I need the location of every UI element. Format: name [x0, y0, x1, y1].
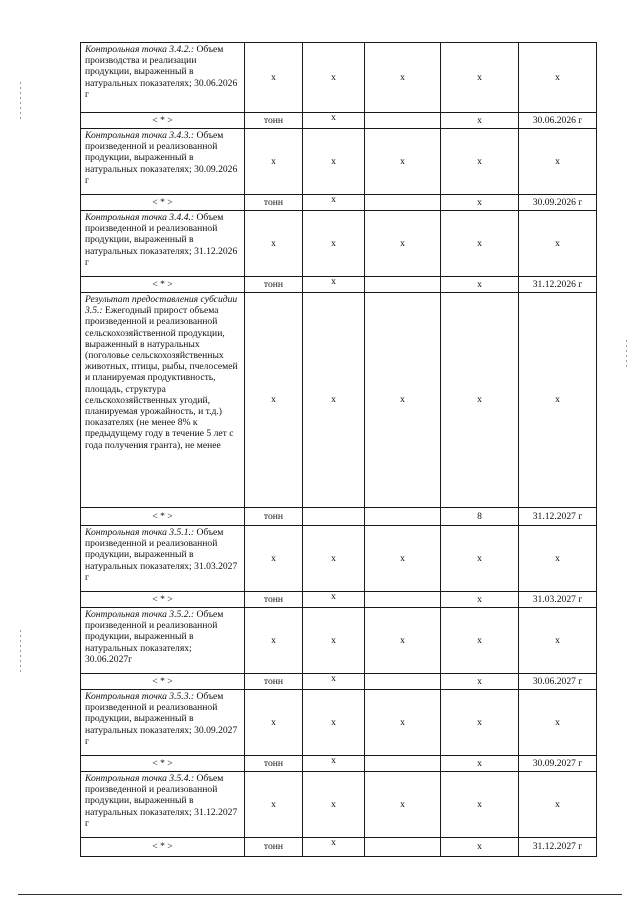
indicator-label: Контрольная точка 3.5.2.: [85, 609, 195, 620]
date-cell: 30.06.2027 г [519, 674, 597, 690]
value-cell: x [303, 838, 365, 857]
indicator-description [81, 293, 245, 508]
indicator-label: Контрольная точка 3.4.2.: [85, 44, 195, 55]
table-row [81, 293, 597, 508]
value-cell [365, 113, 441, 129]
value-cell: x [303, 592, 365, 608]
indicator-label: Контрольная точка 3.5.3.: [85, 691, 195, 702]
date-cell: 30.09.2027 г [519, 756, 597, 772]
scan-artifact-left-top [20, 82, 21, 122]
value-cell [365, 838, 441, 857]
value-cell: x [245, 129, 303, 195]
value-cell [365, 592, 441, 608]
value-cell: x [303, 113, 365, 129]
value-cell: x [303, 129, 365, 195]
unit-cell: тонн [245, 756, 303, 772]
value-cell: x [441, 838, 519, 857]
marker-cell: < * > [81, 195, 245, 211]
value-cell: x [519, 772, 597, 838]
value-cell [365, 674, 441, 690]
value-cell [365, 277, 441, 293]
value-cell [365, 195, 441, 211]
table-subrow [81, 592, 597, 608]
value-cell: x [365, 129, 441, 195]
indicator-text: Объем произведенной и реализованной продукции, выраженный в натуральных показателях; 30.09.2026 г [85, 130, 238, 186]
unit-cell: тонн [245, 113, 303, 129]
page-bottom-rule [18, 894, 622, 895]
unit-cell: тонн [245, 592, 303, 608]
value-cell [365, 508, 441, 526]
value-cell: x [519, 211, 597, 277]
indicator-label: Контрольная точка 3.5.1.: [85, 527, 195, 538]
value-cell: x [303, 43, 365, 113]
value-cell: x [245, 211, 303, 277]
value-cell: x [441, 195, 519, 211]
value-cell: x [303, 608, 365, 674]
marker-cell: < * > [81, 756, 245, 772]
marker-cell: < * > [81, 592, 245, 608]
value-cell: x [303, 756, 365, 772]
date-cell: 31.12.2027 г [519, 508, 597, 526]
unit-cell: тонн [245, 195, 303, 211]
value-cell: x [519, 43, 597, 113]
indicator-label: Контрольная точка 3.4.4.: [85, 212, 195, 223]
table-subrow [81, 113, 597, 129]
unit-cell: тонн [245, 508, 303, 526]
indicator-label: Контрольная точка 3.5.4.: [85, 773, 195, 784]
marker-cell: < * > [81, 674, 245, 690]
value-cell: x [441, 608, 519, 674]
scan-artifact-right [626, 340, 627, 370]
indicator-description [81, 526, 245, 592]
indicator-text: Объем произведенной и реализованной продукции, выраженный в натуральных показателях; 30.09.2027 г [85, 691, 238, 747]
value-cell: x [519, 608, 597, 674]
value-cell: x [365, 772, 441, 838]
value-cell: x [245, 772, 303, 838]
value-cell: x [303, 526, 365, 592]
value-cell: x [441, 592, 519, 608]
value-cell [365, 756, 441, 772]
indicator-text: Объем произведенной и реализованной продукции, выраженный в натуральных показателях; 31.12.2026 г [85, 212, 238, 268]
value-cell: x [303, 195, 365, 211]
table-row [81, 43, 597, 113]
indicator-label: Контрольная точка 3.4.3.: [85, 130, 195, 141]
indicator-text: Ежегодный прирост объема произведенной и реализованной сельскохозяйственной продукции, выраженный в натуральных (поголовье сельскохозяйственных животных, птицы, рыбы, пчелосемей и планируемая продуктивность, площадь, структура сельскохозяйственных угодий, планируемая урожайность, и т.д.) показателях (не менее 8% к предыдущему году в течение 5 лет с года получения гранта), не менее [85, 305, 238, 451]
value-cell: x [441, 43, 519, 113]
unit-cell: тонн [245, 838, 303, 857]
indicator-description [81, 608, 245, 674]
table-row [81, 690, 597, 756]
value-cell: x [365, 43, 441, 113]
table-subrow [81, 195, 597, 211]
date-cell: 31.03.2027 г [519, 592, 597, 608]
value-cell: x [519, 690, 597, 756]
unit-cell: тонн [245, 277, 303, 293]
value-cell: x [441, 756, 519, 772]
value-cell: x [441, 113, 519, 129]
indicator-description [81, 772, 245, 838]
indicator-description [81, 129, 245, 195]
indicator-text: Объем произведенной и реализованной продукции, выраженный в натуральных показателях; 30.06.2027г [85, 609, 224, 665]
table-row [81, 211, 597, 277]
table-subrow [81, 756, 597, 772]
indicator-table-body [81, 43, 597, 857]
date-cell: 31.12.2027 г [519, 838, 597, 857]
value-cell: x [303, 293, 365, 508]
indicator-description [81, 690, 245, 756]
value-cell: x [303, 674, 365, 690]
value-cell: x [303, 690, 365, 756]
value-cell: x [303, 211, 365, 277]
value-cell: x [441, 277, 519, 293]
value-cell: x [519, 526, 597, 592]
value-cell: x [441, 129, 519, 195]
value-cell [303, 508, 365, 526]
value-cell: x [365, 608, 441, 674]
value-cell: x [303, 772, 365, 838]
value-cell: x [441, 690, 519, 756]
value-cell: x [365, 211, 441, 277]
value-cell: x [245, 526, 303, 592]
value-cell: x [365, 690, 441, 756]
value-cell: x [245, 690, 303, 756]
value-cell: x [365, 293, 441, 508]
table-subrow [81, 674, 597, 690]
value-cell: x [441, 526, 519, 592]
marker-cell: < * > [81, 277, 245, 293]
date-cell: 30.06.2026 г [519, 113, 597, 129]
unit-cell: тонн [245, 674, 303, 690]
value-cell: x [245, 293, 303, 508]
indicator-table [80, 42, 597, 857]
table-subrow [81, 838, 597, 857]
table-row [81, 608, 597, 674]
value-cell: x [441, 772, 519, 838]
indicator-description [81, 211, 245, 277]
table-row [81, 129, 597, 195]
value-cell: x [441, 293, 519, 508]
value-cell: 8 [441, 508, 519, 526]
scan-artifact-left-bottom [20, 630, 21, 675]
value-cell: x [441, 211, 519, 277]
indicator-label: Результат предоставления субсидии 3.5.: [85, 294, 238, 317]
indicator-text: Объем производства и реализации продукции, выраженный в натуральных показателях; 30.06.2026 г [85, 44, 238, 100]
table-row [81, 772, 597, 838]
table-subrow [81, 508, 597, 526]
indicator-text: Объем произведенной и реализованной продукции, выраженный в натуральных показателях; 31.03.2027 г [85, 527, 238, 583]
value-cell: x [441, 674, 519, 690]
value-cell: x [519, 129, 597, 195]
table-row [81, 526, 597, 592]
indicator-description [81, 43, 245, 113]
marker-cell: < * > [81, 838, 245, 857]
value-cell: x [245, 608, 303, 674]
value-cell: x [303, 277, 365, 293]
date-cell: 31.12.2026 г [519, 277, 597, 293]
indicator-text: Объем произведенной и реализованной продукции, выраженный в натуральных показателях; 31.12.2027 г [85, 773, 238, 829]
marker-cell: < * > [81, 113, 245, 129]
marker-cell: < * > [81, 508, 245, 526]
value-cell: x [245, 43, 303, 113]
date-cell: 30.09.2026 г [519, 195, 597, 211]
value-cell: x [365, 526, 441, 592]
value-cell: x [519, 293, 597, 508]
table-subrow [81, 277, 597, 293]
